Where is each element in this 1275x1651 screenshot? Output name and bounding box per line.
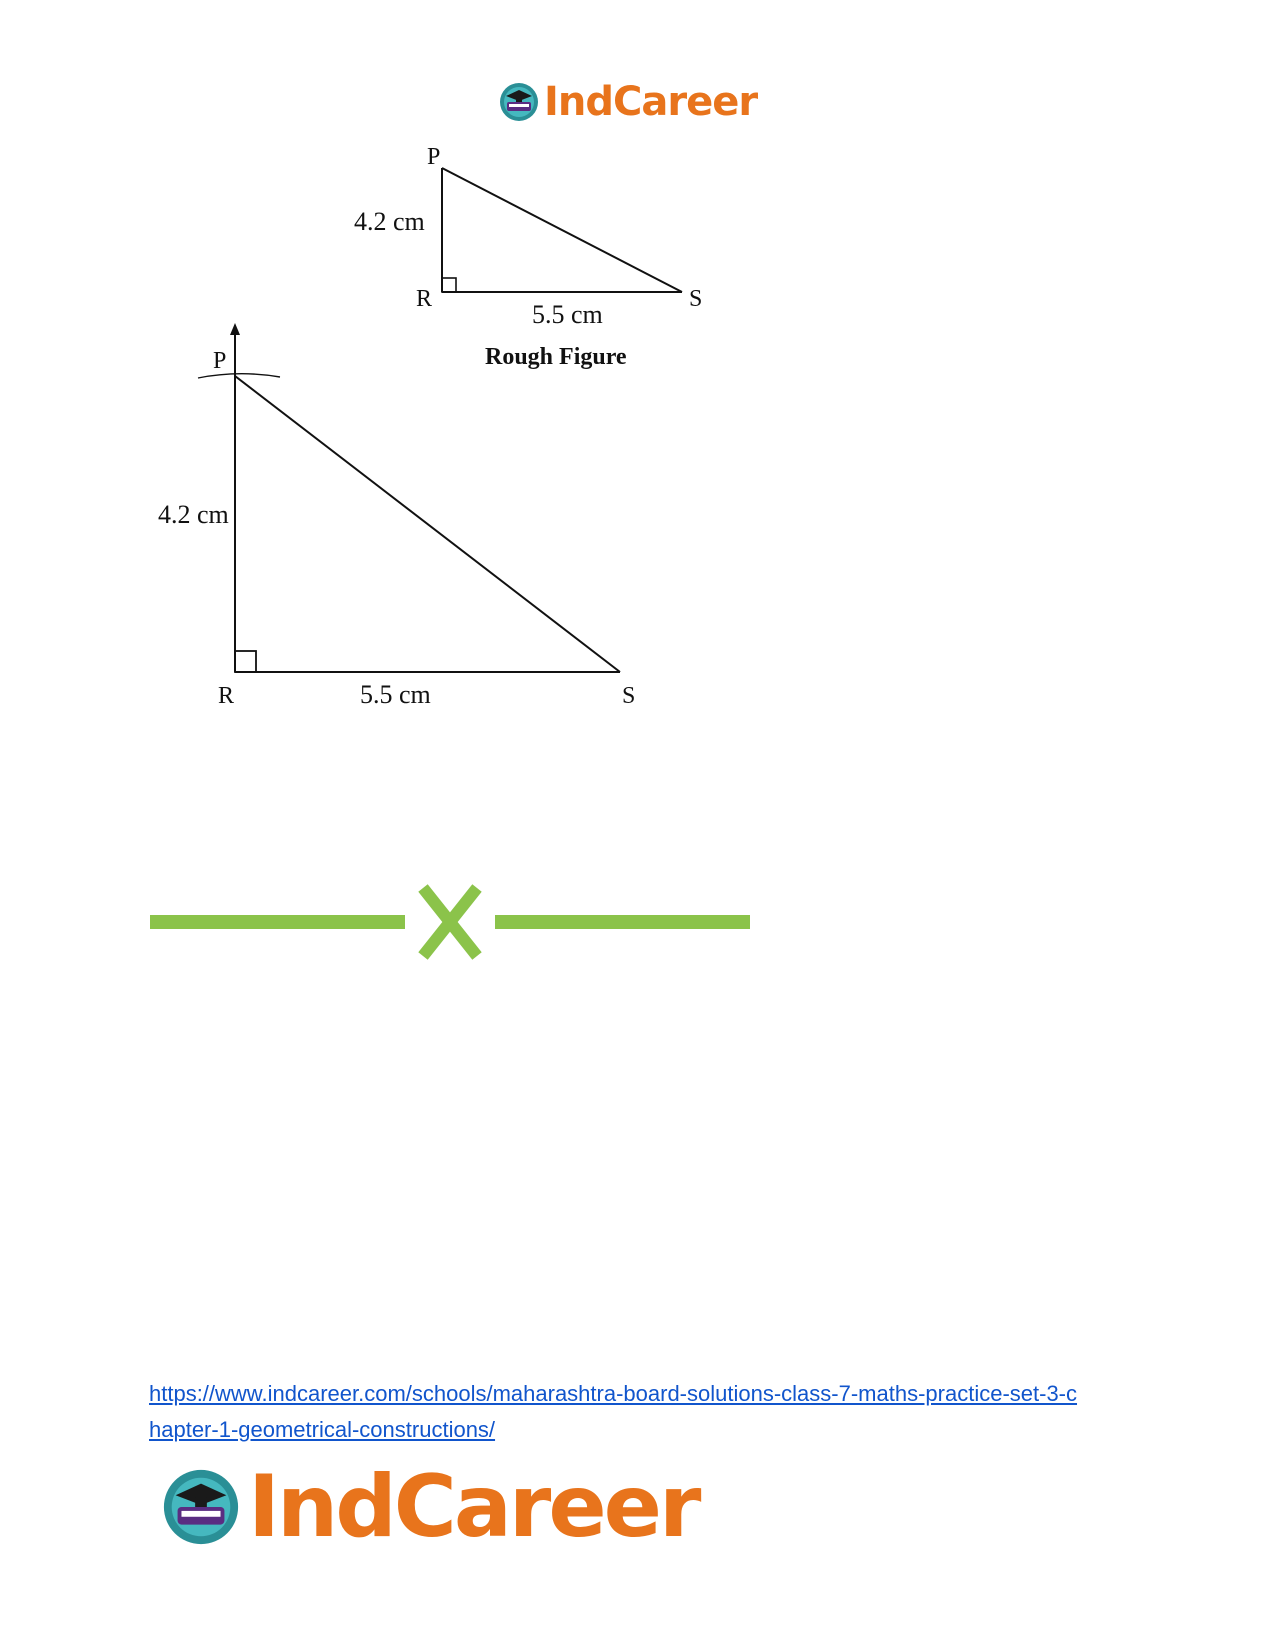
logo-text: IndCareer [544, 79, 758, 125]
right-angle-mark [442, 278, 456, 292]
header-logo [498, 78, 757, 126]
constructed-vertex-r: R [218, 683, 235, 709]
graduate-book-icon [160, 1466, 242, 1548]
graduate-book-icon [498, 81, 540, 123]
rough-vertex-p: P [427, 144, 441, 170]
compass-arc [198, 374, 280, 378]
rough-side-pr-label: 4.2 cm [354, 207, 425, 236]
section-divider [150, 884, 750, 964]
cross-icon [423, 888, 477, 956]
source-url-line-1[interactable]: https://www.indcareer.com/schools/maharashtra-board-solutions-class-7-maths-practice-set-3-c [149, 1381, 1078, 1406]
constructed-vertex-p: P [213, 348, 227, 374]
constructed-side-rs-label: 5.5 cm [360, 680, 431, 709]
rough-vertex-r: R [416, 286, 433, 312]
rough-vertex-s: S [689, 286, 703, 312]
source-url[interactable] [149, 1376, 1129, 1448]
right-angle-mark [235, 651, 256, 672]
rough-figure-caption: Rough Figure [485, 344, 627, 370]
arrow-head [230, 323, 240, 335]
rough-triangle [442, 168, 682, 292]
logo-text: IndCareer [248, 1457, 699, 1557]
rough-side-rs-label: 5.5 cm [532, 300, 603, 329]
geometry-figure [140, 140, 760, 760]
footer-logo [160, 1457, 699, 1557]
constructed-triangle [198, 323, 620, 672]
source-url-line-2[interactable]: hapter-1-geometrical-constructions/ [149, 1417, 496, 1442]
constructed-side-pr-label: 4.2 cm [158, 500, 229, 529]
constructed-vertex-s: S [622, 683, 636, 709]
